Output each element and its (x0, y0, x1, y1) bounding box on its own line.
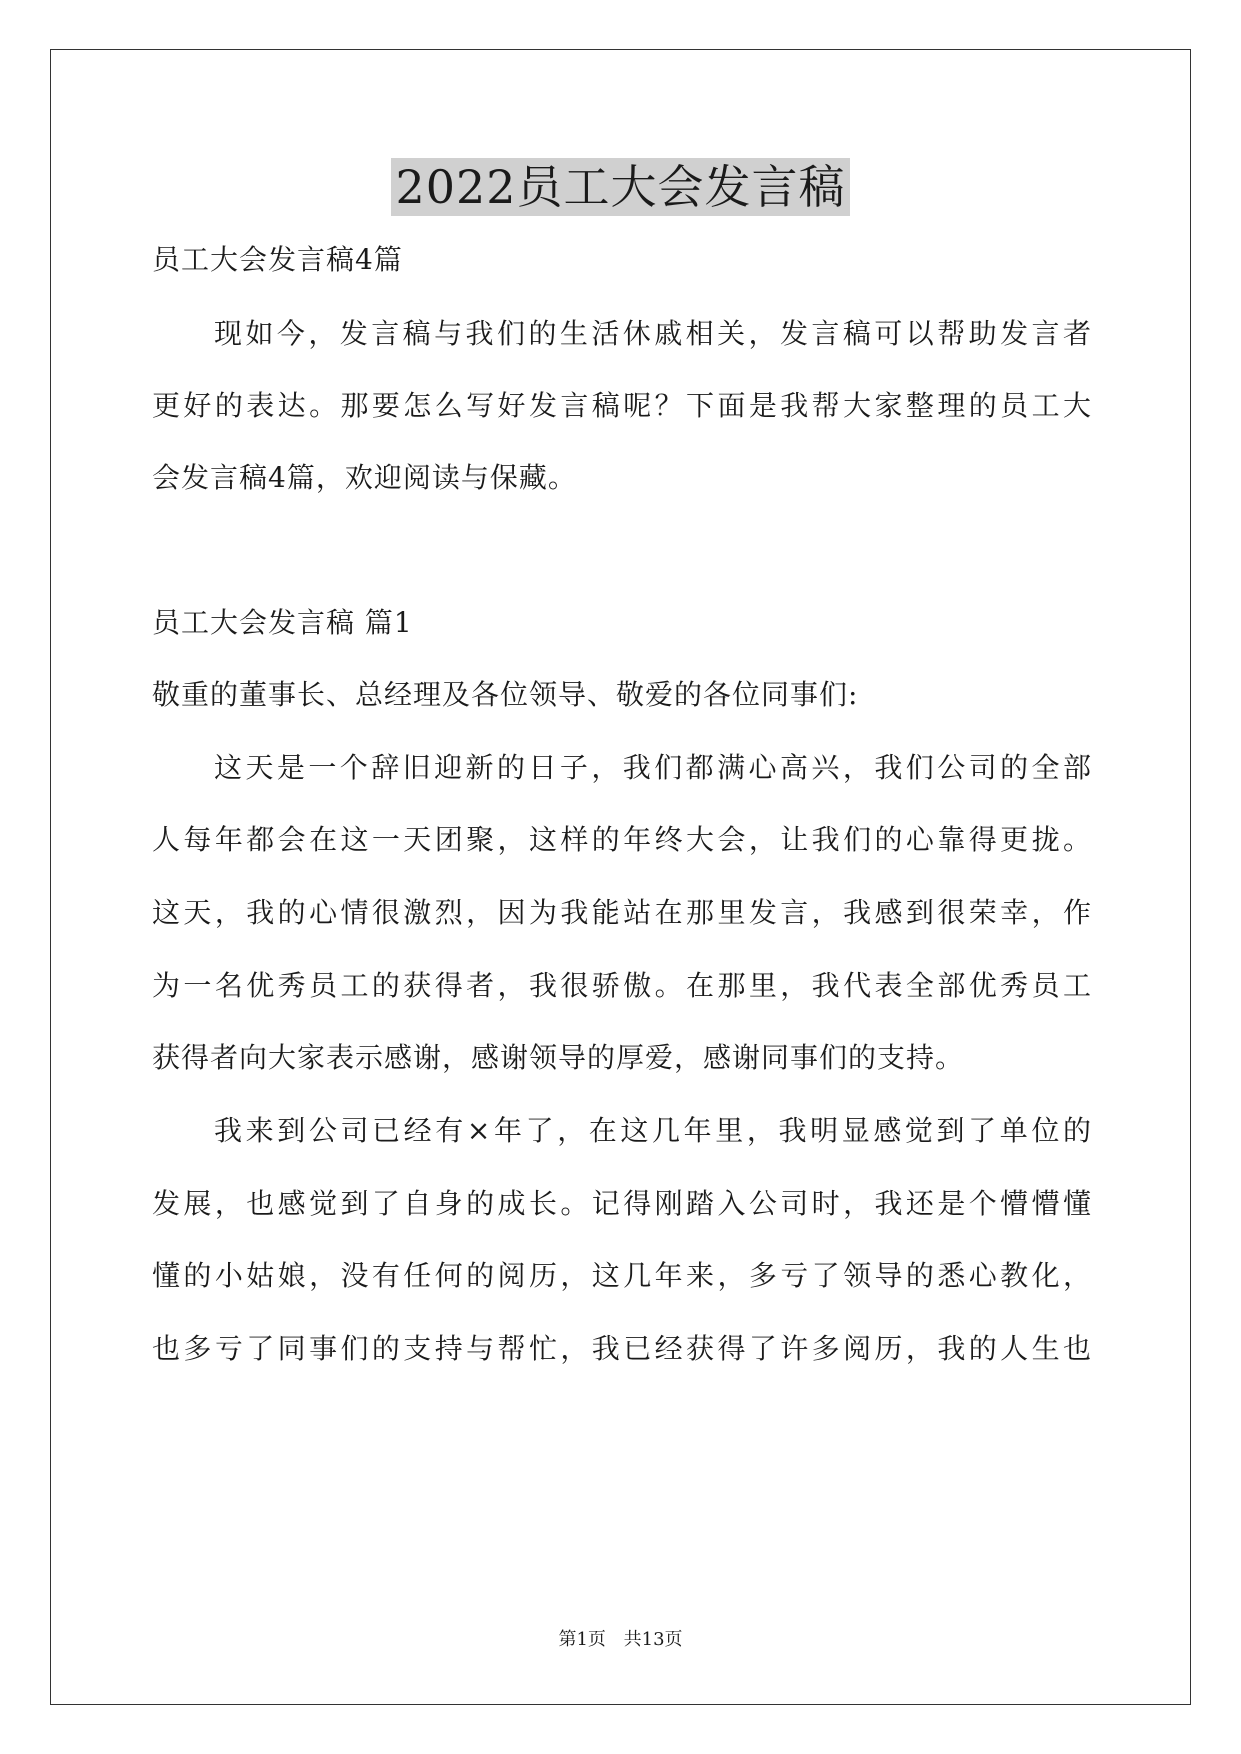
salutation: 敬重的董事长、总经理及各位领导、敬爱的各位同事们: (152, 678, 859, 711)
page-number: 第1页 (558, 1629, 606, 1650)
para1-line-2: 人每年都会在这一天团聚，这样的年终大会，让我们的心靠得更拢。 (152, 823, 1092, 856)
subtitle: 员工大会发言稿4篇 (152, 243, 403, 276)
intro-line-2: 更好的表达。那要怎么写好发言稿呢？下面是我帮大家整理的员工大 (152, 389, 1092, 422)
title-container (0, 158, 1241, 216)
para1-line-3: 这天，我的心情很激烈，因为我能站在那里发言，我感到很荣幸，作 (152, 896, 1092, 929)
intro-line-3: 会发言稿4篇，欢迎阅读与保藏。 (152, 461, 577, 494)
page-total: 共13页 (623, 1629, 683, 1650)
page-footer (0, 1628, 1241, 1652)
para2-line-2: 发展，也感觉到了自身的成长。记得刚踏入公司时，我还是个懵懵懂 (152, 1187, 1092, 1220)
para1-line-1: 这天是一个辞旧迎新的日子，我们都满心高兴，我们公司的全部 (214, 751, 1092, 784)
document-title: 2022员工大会发言稿 (391, 158, 849, 216)
para1-line-4: 为一名优秀员工的获得者，我很骄傲。在那里，我代表全部优秀员工 (152, 969, 1092, 1002)
para1-line-5: 获得者向大家表示感谢，感谢领导的厚爱，感谢同事们的支持。 (152, 1041, 965, 1074)
intro-line-1: 现如今，发言稿与我们的生活休戚相关，发言稿可以帮助发言者 (214, 317, 1092, 350)
section-heading: 员工大会发言稿 篇1 (152, 606, 413, 639)
para2-line-1: 我来到公司已经有×年了，在这几年里，我明显感觉到了单位的 (214, 1114, 1092, 1147)
para2-line-3: 懂的小姑娘，没有任何的阅历，这几年来，多亏了领导的悉心教化， (152, 1259, 1092, 1292)
para2-line-4: 也多亏了同事们的支持与帮忙，我已经获得了许多阅历，我的人生也 (152, 1332, 1092, 1365)
page-border (50, 49, 1191, 1705)
